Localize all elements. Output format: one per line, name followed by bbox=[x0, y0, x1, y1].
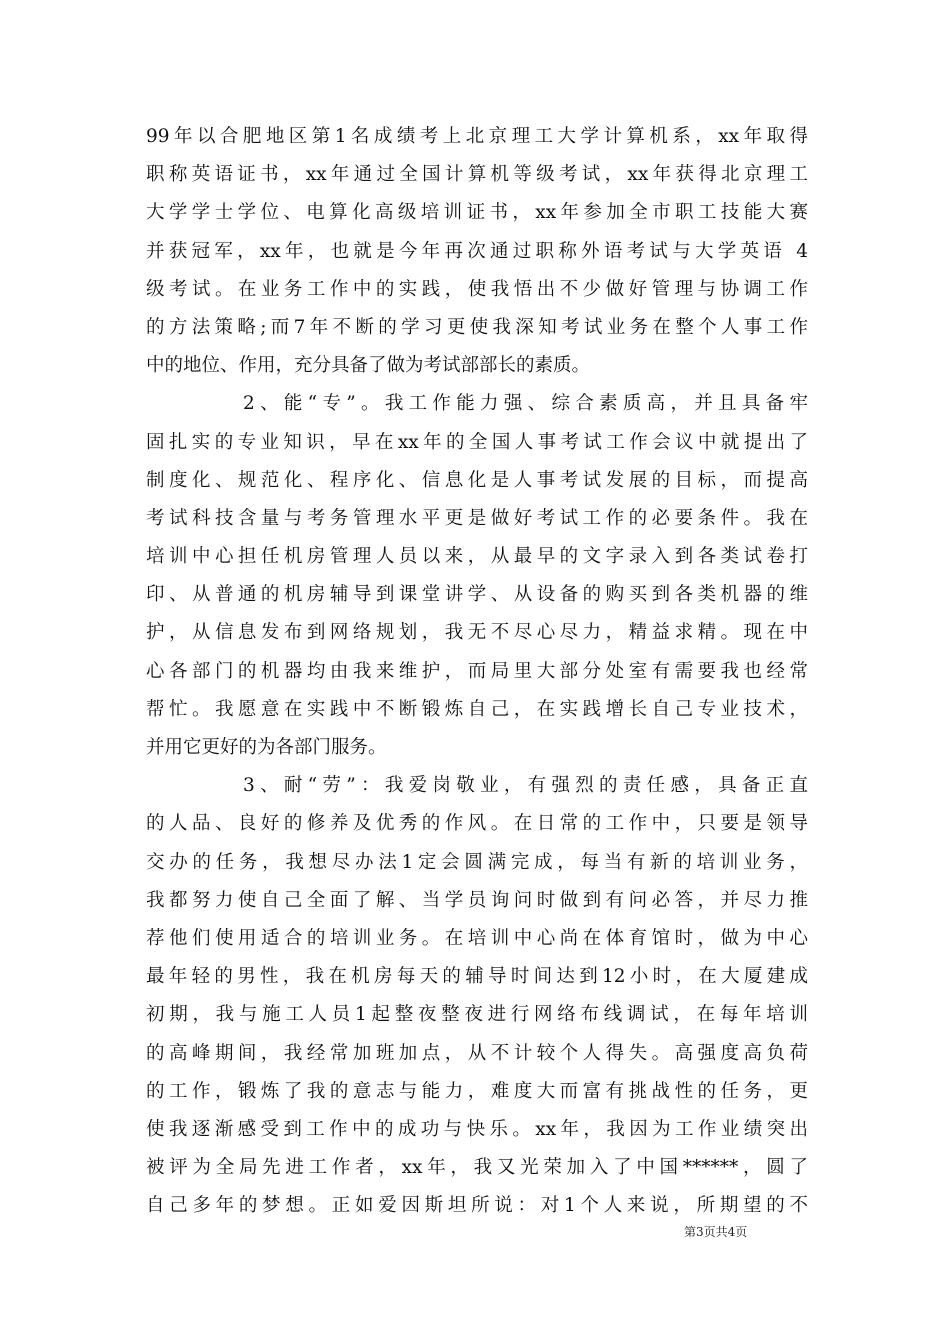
page-footer: 第3页共4页 bbox=[684, 1225, 748, 1239]
text-line: 制度化、规范化、程序化、信息化是人事考试发展的目标，而提高 bbox=[146, 469, 808, 491]
text-line: 2、能“专”。我工作能力强、综合素质高，并且具备牢 bbox=[243, 393, 808, 415]
text-line: 职称英语证书，xx年通过全国计算机等级考试，xx年获得北京理工 bbox=[146, 164, 808, 186]
text-line: 固扎实的专业知识，早在xx年的全国人事考试工作会议中就提出了 bbox=[146, 431, 808, 453]
text-line: 考试科技含量与考务管理水平更是做好考试工作的必要条件。我在 bbox=[146, 507, 808, 529]
text-line: 的方法策略;而7年不断的学习更使我深知考试业务在整个人事工作 bbox=[146, 316, 808, 338]
text-line: 最年轻的男性，我在机房每天的辅导时间达到12小时，在大厦建成 bbox=[146, 966, 808, 988]
text-line: 印、从普通的机房辅导到课堂讲学、从设备的购买到各类机器的维 bbox=[146, 584, 808, 606]
text-line: 心各部门的机器均由我来维护，而局里大部分处室有需要我也经常 bbox=[146, 660, 808, 682]
text-line: 帮忙。我愿意在实践中不断锻炼自己，在实践增长自己专业技术， bbox=[146, 698, 808, 720]
text-line: 并用它更好的为各部门服务。 bbox=[146, 737, 387, 758]
text-line: 我都努力使自己全面了解、当学员询问时做到有问必答，并尽力推 bbox=[146, 889, 808, 911]
body-text bbox=[146, 118, 808, 1225]
text-line: 级考试。在业务工作中的实践，使我悟出不少做好管理与协调工作 bbox=[146, 278, 808, 300]
text-line: 交办的任务，我想尽办法1定会圆满完成，每当有新的培训业务， bbox=[146, 851, 808, 873]
text-line: 的工作，锻炼了我的意志与能力，难度大而富有挑战性的任务，更 bbox=[146, 1080, 808, 1102]
text-line: 并获冠军，xx年，也就是今年再次通过职称外语考试与大学英语 4 bbox=[146, 240, 808, 262]
text-line: 培训中心担任机房管理人员以来，从最早的文字录入到各类试卷打 bbox=[146, 546, 808, 568]
text-line: 护，从信息发布到网络规划，我无不尽心尽力，精益求精。现在中 bbox=[146, 622, 808, 644]
text-line: 中的地位、作用，充分具备了做为考试部部长的素质。 bbox=[146, 355, 591, 377]
text-line: 荐他们使用适合的培训业务。在培训中心尚在体育馆时，做为中心 bbox=[146, 927, 808, 949]
text-line: 初期，我与施工人员1起整夜整夜进行网络布线调试，在每年培训 bbox=[146, 1004, 808, 1026]
text-line: 被评为全局先进工作者，xx年，我又光荣加入了中国******，圆了 bbox=[146, 1157, 808, 1179]
text-line: 的高峰期间，我经常加班加点，从不计较个人得失。高强度高负荷 bbox=[146, 1042, 808, 1064]
text-line: 的人品、良好的修养及优秀的作风。在日常的工作中，只要是领导 bbox=[146, 813, 808, 835]
text-line: 自己多年的梦想。正如爱因斯坦所说：对1个人来说，所期望的不 bbox=[146, 1195, 808, 1217]
text-line: 3、耐“劳”：我爱岗敬业，有强烈的责任感，具备正直 bbox=[243, 775, 808, 797]
text-line: 99年以合肥地区第1名成绩考上北京理工大学计算机系，xx年取得 bbox=[146, 126, 808, 147]
text-line: 大学学士学位、电算化高级培训证书，xx年参加全市职工技能大赛 bbox=[146, 202, 808, 224]
text-line: 使我逐渐感受到工作中的成功与快乐。xx年，我因为工作业绩突出 bbox=[146, 1118, 808, 1140]
